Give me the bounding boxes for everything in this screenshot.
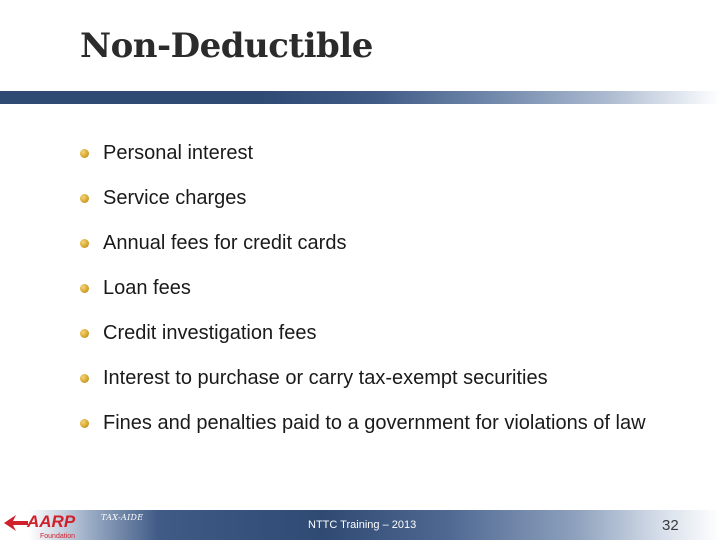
bullet-dot-icon	[80, 284, 89, 293]
bullet-item	[78, 230, 698, 257]
bullet-item	[78, 365, 698, 392]
bullet-item	[78, 320, 698, 347]
bullet-list	[78, 140, 698, 455]
bullet-dot-icon	[80, 419, 89, 428]
aarp-foundation-logo	[2, 506, 94, 540]
bullet-item	[78, 410, 698, 437]
slide-number: 32	[662, 517, 679, 534]
bullet-text: Interest to purchase or carry tax-exempt securities	[103, 367, 548, 389]
bullet-dot-icon	[80, 194, 89, 203]
bullet-item	[78, 275, 698, 302]
svg-text:Foundation: Foundation	[40, 533, 76, 540]
bullet-text: Annual fees for credit cards	[103, 232, 347, 254]
slide-title: Non-Deductible	[80, 26, 373, 66]
title-divider-bar	[0, 91, 720, 104]
bullet-text: Fines and penalties paid to a government for violations of law	[103, 412, 646, 434]
bullet-text: Personal interest	[103, 142, 254, 164]
tax-aide-label: TAX-AIDE	[101, 513, 144, 522]
bullet-text: Service charges	[103, 187, 247, 209]
svg-text:AARP: AARP	[27, 512, 76, 531]
bullet-dot-icon	[80, 239, 89, 248]
bullet-dot-icon	[80, 149, 89, 158]
bullet-text: Credit investigation fees	[103, 322, 317, 344]
bullet-item	[78, 185, 698, 212]
bullet-text: Loan fees	[103, 277, 191, 299]
footer-training-text: NTTC Training – 2013	[308, 519, 417, 531]
bullet-dot-icon	[80, 374, 89, 383]
bullet-dot-icon	[80, 329, 89, 338]
bullet-item	[78, 140, 698, 167]
